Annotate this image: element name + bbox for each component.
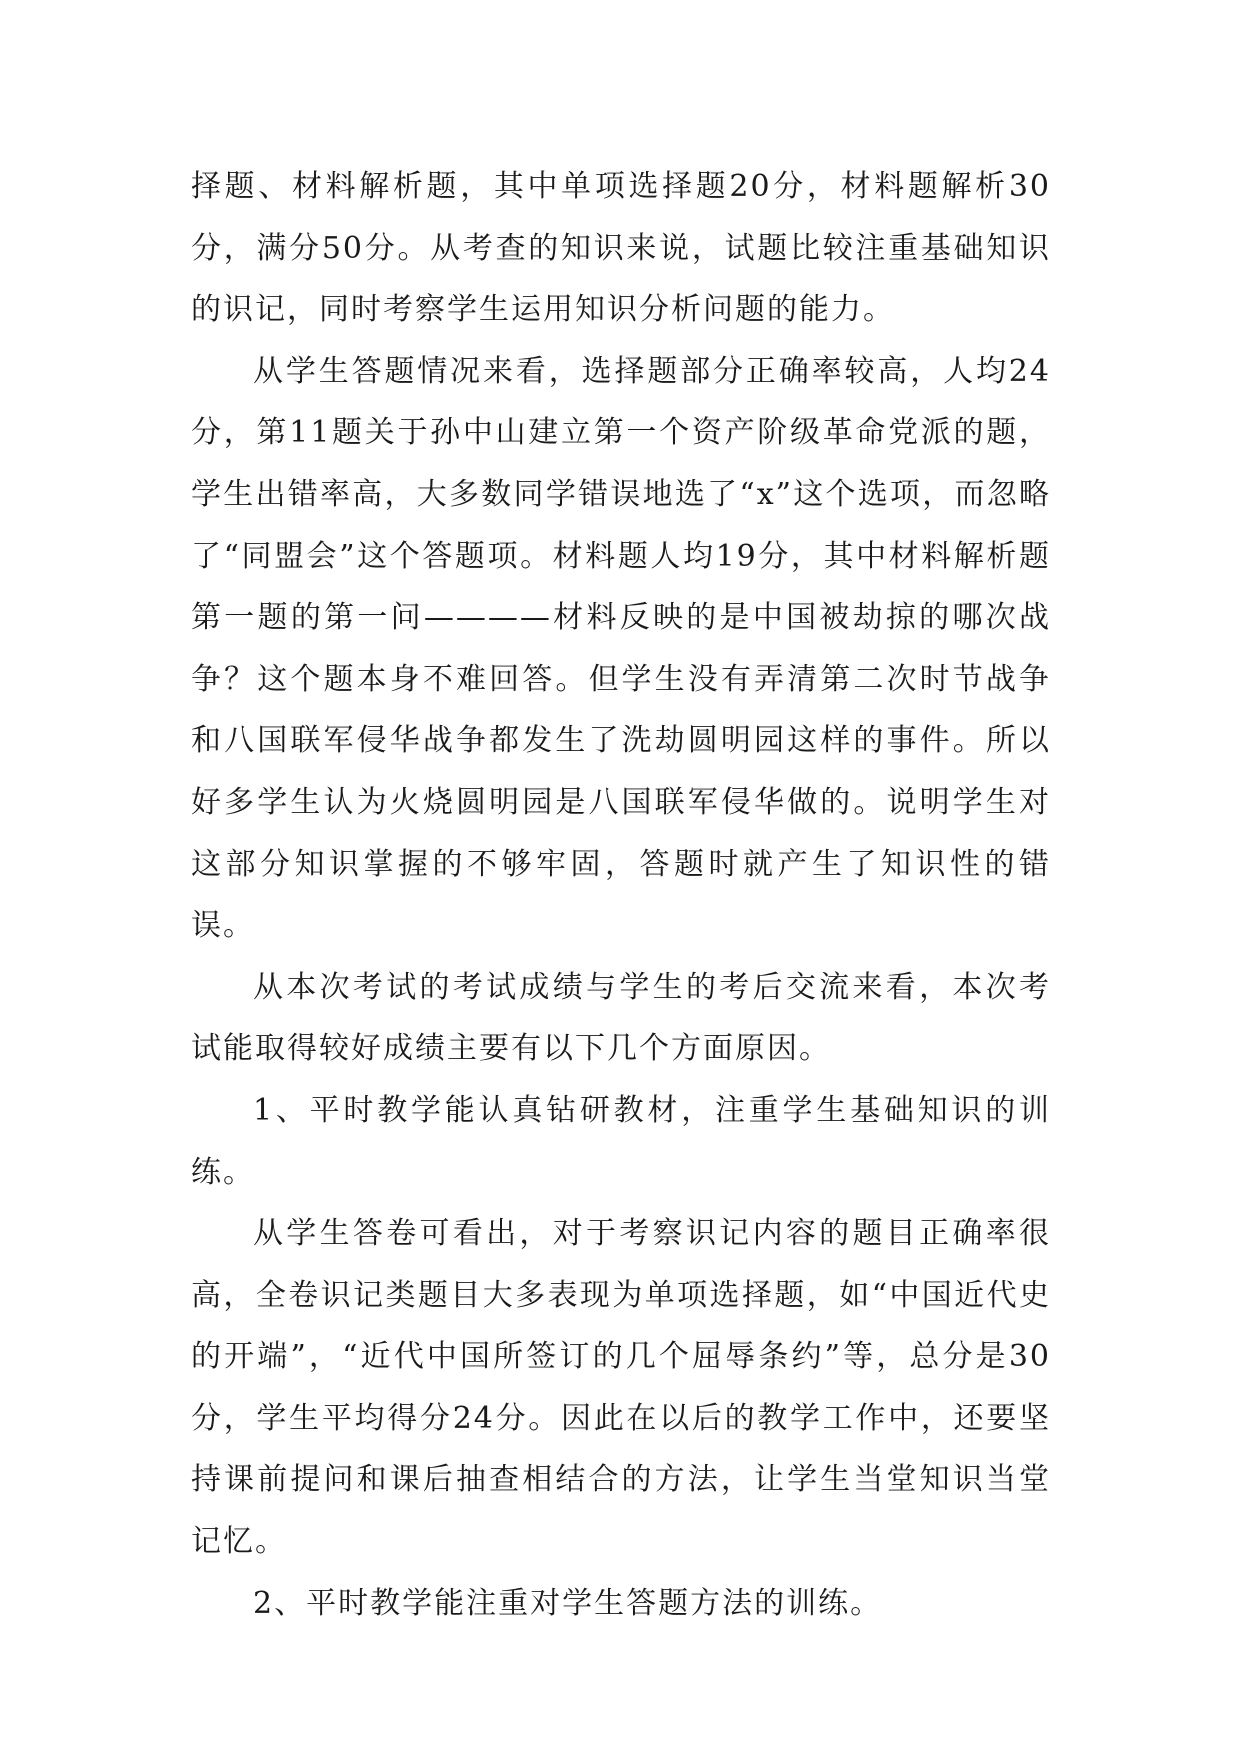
- document-body: [191, 156, 1051, 1634]
- paragraph-reason-2: 2、平时教学能注重对学生答题方法的训练。: [253, 1585, 883, 1621]
- paragraph-continuation: 择题、材料解析题，其中单项选择题20分，材料题解析30分，满分50分。从考查的知识来说，试题比较注重基础知识的识记，同时考察学生运用知识分析问题的能力。: [191, 169, 1051, 328]
- paragraph-reason-1: 1、平时教学能认真钻研教材，注重学生基础知识的训练。: [191, 1092, 1051, 1190]
- paragraph-reason-1-detail: 从学生答卷可看出，对于考察识记内容的题目正确率很高，全卷识记类题目大多表现为单项选择题，如“中国近代史的开端”，“近代中国所签订的几个屈辱条约”等，总分是30分，学生平均得分24分。因此在以后的教学工作中，还要坚持课前提问和课后抽查相结合的方法，让学生当堂知识当堂记忆。: [191, 1216, 1051, 1560]
- paragraph-reasons-intro: 从本次考试的考试成绩与学生的考后交流来看，本次考试能取得较好成绩主要有以下几个方面原因。: [191, 969, 1051, 1067]
- paragraph-answer-analysis: 从学生答题情况来看，选择题部分正确率较高，人均24分，第11题关于孙中山建立第一个资产阶级革命党派的题，学生出错率高，大多数同学错误地选了“x”这个选项，而忽略了“同盟会”这个答题项。材料题人均19分，其中材料解析题第一题的第一问————材料反映的是中国被劫掠的哪次战争？这个题本身不难回答。但学生没有弄清第二次时节战争和八国联军侵华战争都发生了洗劫圆明园这样的事件。所以好多学生认为火烧圆明园是八国联军侵华做的。说明学生对这部分知识掌握的不够牢固，答题时就产生了知识性的错误。: [191, 353, 1051, 944]
